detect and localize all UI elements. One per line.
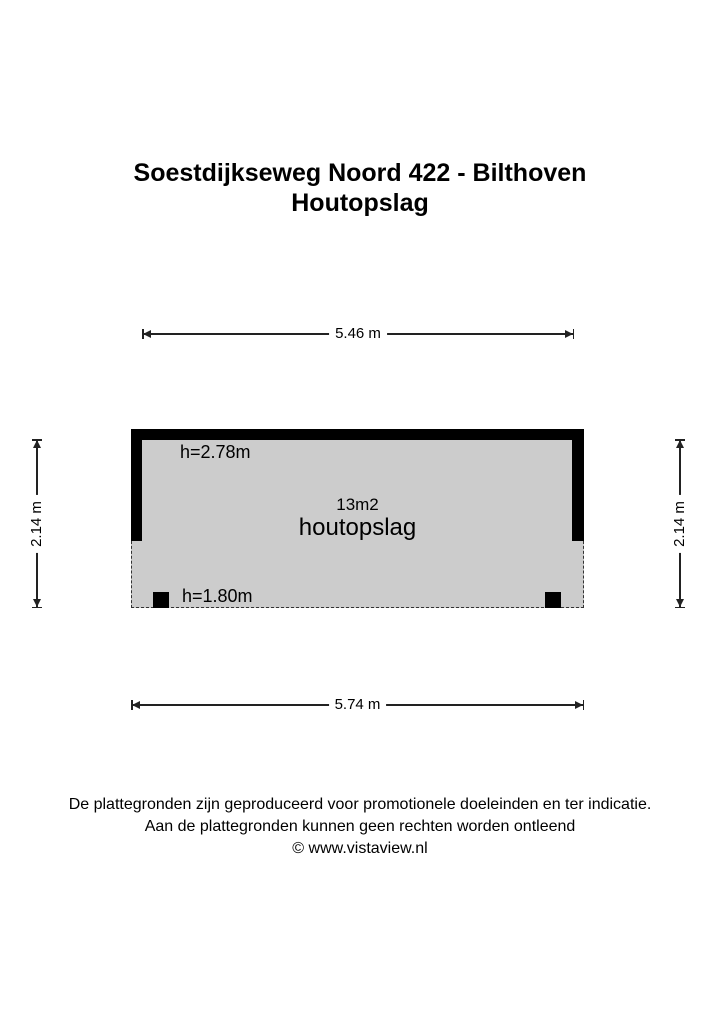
- pillar-right: [545, 592, 561, 608]
- dimension-left-depth: [27, 439, 47, 608]
- dimension-label: 5.46 m: [329, 324, 387, 344]
- open-side-left: [131, 541, 132, 608]
- dimension-label: 2.14 m: [27, 495, 47, 553]
- open-side-front: [131, 607, 584, 608]
- room-area: 13m2: [336, 495, 379, 514]
- pillar-left: [153, 592, 169, 608]
- disclaimer-line-2: Aan de plattegronden kunnen geen rechten worden ontleend: [144, 818, 576, 835]
- arrow-down-icon: [33, 599, 41, 607]
- arrow-left-icon: [143, 330, 151, 338]
- plan-title-space: Houtopslag: [291, 189, 429, 217]
- height-label-back: h=2.78m: [180, 442, 251, 462]
- copyright-line: © www.vistaview.nl: [292, 840, 428, 857]
- arrow-up-icon: [676, 440, 684, 448]
- dimension-bottom-width: [131, 695, 584, 715]
- arrow-right-icon: [565, 330, 573, 338]
- dimension-right-depth: [670, 439, 690, 608]
- room-houtopslag: [131, 429, 584, 608]
- arrow-left-icon: [132, 701, 140, 709]
- open-side-right: [583, 541, 584, 608]
- plan-title-address: Soestdijkseweg Noord 422 - Bilthoven: [133, 159, 587, 187]
- disclaimer-line-1: De plattegronden zijn geproduceerd voor promotionele doeleinden en ter indicatie.: [68, 796, 652, 813]
- arrow-up-icon: [33, 440, 41, 448]
- dimension-label: 2.14 m: [670, 495, 690, 553]
- arrow-right-icon: [575, 701, 583, 709]
- wall-back: [131, 429, 584, 440]
- height-label-front: h=1.80m: [182, 586, 253, 606]
- dimension-label: 5.74 m: [329, 695, 387, 715]
- dimension-top-width: [142, 324, 574, 344]
- room-name: houtopslag: [298, 514, 417, 541]
- arrow-down-icon: [676, 599, 684, 607]
